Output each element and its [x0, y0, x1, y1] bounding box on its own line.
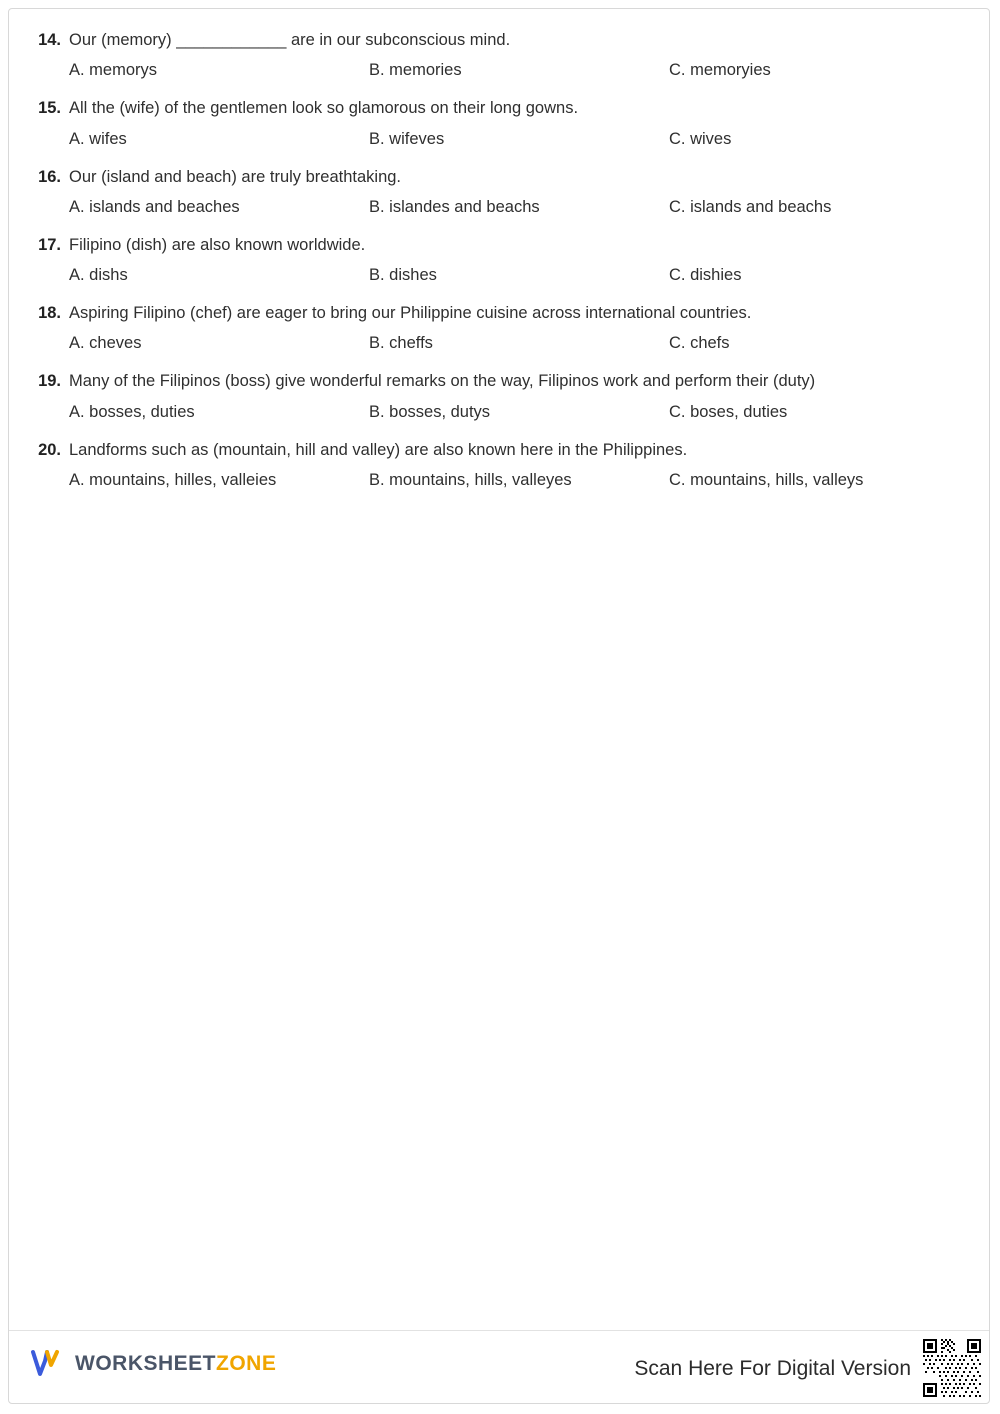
qr-code-icon[interactable]	[923, 1339, 981, 1397]
page-footer	[9, 1330, 989, 1403]
question-text: Aspiring Filipino (chef) are eager to bring our Philippine cuisine across international countries.	[69, 304, 752, 323]
question-item	[29, 97, 959, 148]
choice-option[interactable]: C. islands and beachs	[669, 197, 832, 216]
choice-row	[29, 471, 959, 490]
question-number: 20.	[38, 440, 61, 459]
question-text: Filipino (dish) are also known worldwide.	[69, 235, 366, 254]
worksheet-page	[8, 8, 990, 1404]
question-line	[29, 97, 959, 119]
question-item	[29, 234, 959, 285]
choice-row	[29, 198, 959, 217]
choice-option[interactable]: C. wives	[669, 129, 732, 148]
brand-name-second: ZONE	[216, 1352, 277, 1375]
question-number: 19.	[38, 372, 61, 391]
choice-row	[29, 61, 959, 80]
question-item	[29, 29, 959, 80]
choice-option[interactable]: C. boses, duties	[669, 402, 788, 421]
choice-option[interactable]: C. chefs	[669, 334, 730, 353]
choice-option[interactable]: B. mountains, hills, valleyes	[369, 470, 572, 489]
question-number: 14.	[38, 31, 61, 49]
choice-option[interactable]: B. islandes and beachs	[369, 197, 540, 216]
choice-option[interactable]: A. memorys	[69, 61, 158, 80]
question-number: 15.	[38, 99, 61, 118]
question-line	[29, 234, 959, 256]
question-text: Landforms such as (mountain, hill and valley) are also known here in the Philippines.	[69, 440, 688, 459]
brand-name-first: WORKSHEET	[75, 1352, 216, 1375]
choice-option[interactable]: A. bosses, duties	[69, 402, 195, 421]
choice-option[interactable]: C. memoryies	[669, 61, 771, 80]
choice-option[interactable]: A. islands and beaches	[69, 197, 240, 216]
choice-option[interactable]: A. cheves	[69, 334, 142, 353]
choice-option[interactable]: B. memories	[369, 61, 462, 80]
choice-row	[29, 403, 959, 422]
question-line	[29, 439, 959, 461]
question-item	[29, 439, 959, 490]
choice-row	[29, 334, 959, 353]
choice-option[interactable]: A. dishs	[69, 266, 128, 285]
question-number: 17.	[38, 235, 61, 254]
question-text: Our (memory) ____________ are in our subconscious mind.	[69, 31, 511, 49]
choice-row	[29, 130, 959, 149]
question-text: All the (wife) of the gentlemen look so glamorous on their long gowns.	[69, 99, 579, 118]
choice-option[interactable]: B. wifeves	[369, 129, 445, 148]
choice-option[interactable]: A. mountains, hilles, valleies	[69, 470, 277, 489]
choice-option[interactable]: B. bosses, dutys	[369, 402, 491, 421]
question-text: Many of the Filipinos (boss) give wonderful remarks on the way, Filipinos work and perform their (duty)	[69, 372, 816, 391]
question-line	[29, 29, 959, 51]
question-text: Our (island and beach) are truly breathtaking.	[69, 167, 402, 186]
question-number: 18.	[38, 304, 61, 323]
question-item	[29, 302, 959, 353]
choice-option[interactable]: C. mountains, hills, valleys	[669, 470, 864, 489]
brand-name	[75, 1352, 276, 1376]
choice-option[interactable]: A. wifes	[69, 129, 127, 148]
question-line	[29, 302, 959, 324]
choice-option[interactable]: C. dishies	[669, 266, 742, 285]
choice-option[interactable]: B. cheffs	[369, 334, 433, 353]
question-list	[9, 9, 989, 507]
scan-instruction-text: Scan Here For Digital Version	[634, 1357, 911, 1380]
choice-option[interactable]: B. dishes	[369, 266, 437, 285]
worksheet-zone-logo-icon	[31, 1349, 65, 1379]
brand-logo	[31, 1349, 276, 1379]
question-item	[29, 370, 959, 421]
choice-row	[29, 266, 959, 285]
question-line	[29, 370, 959, 392]
question-line	[29, 166, 959, 188]
question-number: 16.	[38, 167, 61, 186]
question-item	[29, 166, 959, 217]
